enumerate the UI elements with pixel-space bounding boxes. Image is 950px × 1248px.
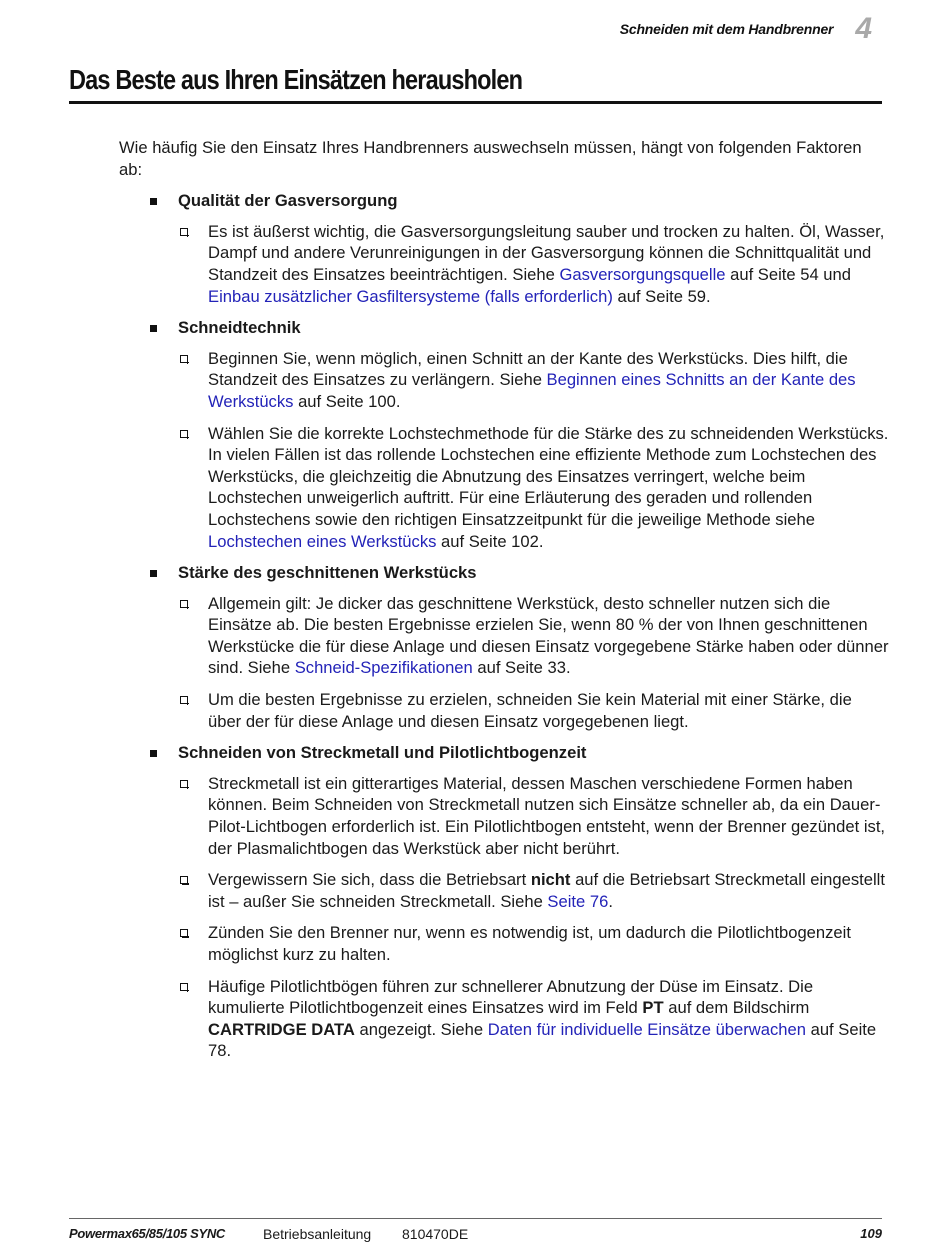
main-content — [119, 137, 889, 1072]
page-footer — [69, 1226, 882, 1246]
checkbox-bullet-icon — [180, 929, 188, 937]
section — [119, 742, 889, 1062]
checkbox-bullet-icon — [180, 600, 188, 608]
list-item — [178, 773, 889, 859]
square-bullet-icon — [150, 198, 157, 205]
item-text: Allgemein gilt: Je dicker das geschnittene Werkstück, desto schneller nutzen sich die Einsätze ab. Die besten Ergebnisse erzielen Sie, wenn 80 % der von Ihnen geschnittenen Werkstücke die für diese Anlage und diesen Einsatz vorgegebene Stärke haben oder dünner sind. Siehe — [208, 593, 889, 678]
item-text: Zünden Sie den Brenner nur, wenn es notwendig ist, um dadurch die Pilotlichtbogenzeit möglichst kurz zu halten. — [208, 923, 851, 964]
intro-paragraph: Wie häufig Sie den Einsatz Ihres Handbrenners auswechseln müssen, hängt von folgenden Faktoren ab: — [119, 138, 862, 179]
item-text: Um die besten Ergebnisse zu erzielen, schneiden Sie kein Material mit einer Stärke, die über der für diese Anlage und diesen Einsatz vorgegebenen liegt. — [208, 690, 852, 731]
item-text: auf die Betriebsart Streckmetall eingestellt ist – außer Sie schneiden Streckmetall. Siehe — [208, 870, 885, 911]
section — [119, 562, 889, 732]
cross-reference-link[interactable]: Beginnen eines Schnitts an der Kante des Werkstücks — [208, 370, 856, 411]
section — [119, 190, 889, 307]
footer-rule — [69, 1218, 882, 1219]
emphasis-text: PT — [642, 998, 664, 1018]
item-text: Beginnen Sie, wenn möglich, einen Schnitt an der Kante des Werkstücks. Dies hilft, die Standzeit des Einsatzes zu verlängern. Siehe — [208, 348, 848, 390]
checkbox-bullet-icon — [180, 228, 188, 236]
list-item — [178, 593, 889, 679]
item-text: auf dem Bildschirm — [663, 998, 810, 1018]
checkbox-bullet-icon — [180, 696, 188, 704]
list-item — [178, 689, 889, 732]
square-bullet-icon — [150, 750, 157, 757]
chapter-number: 4 — [855, 12, 872, 45]
list-item — [178, 922, 889, 965]
square-bullet-icon — [150, 325, 157, 332]
list-item — [178, 221, 889, 307]
checkbox-bullet-icon — [180, 876, 188, 884]
list-item — [178, 976, 889, 1062]
item-text: auf Seite 102. — [436, 531, 544, 551]
checkbox-bullet-icon — [180, 430, 188, 438]
checkbox-bullet-icon — [180, 983, 188, 991]
square-bullet-icon — [150, 570, 157, 577]
emphasis-text: nicht — [530, 870, 571, 890]
section-title: Schneiden von Streckmetall und Pilotlichtbogenzeit — [178, 743, 587, 763]
item-text: Häufige Pilotlichtbögen führen zur schnellerer Abnutzung der Düse im Einsatz. Die kumulierte Pilotlichtbogenzeit eines Einsatzes wird im Feld — [208, 976, 814, 1018]
checkbox-bullet-icon — [180, 355, 188, 363]
cross-reference-link[interactable]: Daten für individuelle Einsätze überwachen — [487, 1019, 806, 1039]
list-item — [178, 869, 889, 912]
running-head: Schneiden mit dem Handbrenner — [619, 21, 834, 37]
section-title: Schneidtechnik — [178, 318, 301, 338]
item-text: Vergewissern Sie sich, dass die Betriebsart — [208, 870, 531, 890]
emphasis-text: CARTRIDGE DATA — [208, 1019, 355, 1039]
section-list — [119, 190, 889, 1062]
item-text: angezeigt. Siehe — [354, 1019, 488, 1039]
item-text: auf Seite 33. — [472, 658, 571, 678]
footer-doc-type: Betriebsanleitung — [263, 1226, 372, 1242]
cross-reference-link[interactable]: Lochstechen eines Werkstücks — [208, 531, 437, 551]
list-item — [178, 423, 889, 553]
footer-doc-code: 810470DE — [402, 1226, 469, 1242]
footer-product: Powermax65/85/105 SYNC — [69, 1226, 225, 1241]
item-text: Wählen Sie die korrekte Lochstechmethode für die Stärke des zu schneidenden Werkstücks. In vielen Fällen ist das rollende Lochstechen eine effiziente Methode zum Lochstechen des Werkstücks, die gleichzeitig die Abnutzung des Einsatzes verringert, welche beim Lochstechen unweigerlich auftritt. Für eine Erläuterung des geraden und rollenden Lochstechens sowie den richtigen Einsatzzeitpunkt für die jeweilige Methode siehe — [208, 423, 889, 529]
section-title: Qualität der Gasversorgung — [178, 191, 398, 211]
list-item — [178, 348, 889, 413]
cross-reference-link[interactable]: Einbau zusätzlicher Gasfiltersysteme (falls erforderlich) — [208, 286, 613, 306]
cross-reference-link[interactable]: Seite 76 — [547, 891, 609, 911]
item-text: . — [608, 891, 613, 911]
cross-reference-link[interactable]: Schneid-Spezifikationen — [294, 658, 473, 678]
checkbox-bullet-icon — [180, 780, 188, 788]
title-rule — [69, 101, 882, 104]
section-title: Stärke des geschnittenen Werkstücks — [178, 563, 477, 583]
item-text: auf Seite 78. — [208, 1019, 877, 1061]
cross-reference-link[interactable]: Gasversorgungsquelle — [559, 264, 726, 284]
item-text: auf Seite 59. — [612, 286, 711, 306]
page-title: Das Beste aus Ihren Einsätzen herausholen — [69, 64, 523, 95]
page-header — [620, 14, 872, 44]
item-text: auf Seite 54 und — [725, 264, 851, 284]
item-text: Streckmetall ist ein gitterartiges Material, dessen Maschen verschiedene Formen haben können. Beim Schneiden von Streckmetall nutzen sich Einsätze schneller ab, da ein Dauer-Pilot-Lichtbogen erforderlich ist. Ein Pilotlichtbogen entsteht, wenn der Brenner gezündet ist, der Plasmalichtbogen das Werkstück aber nicht berührt. — [208, 773, 886, 858]
footer-page-number: 109 — [860, 1226, 882, 1241]
item-text: Es ist äußerst wichtig, die Gasversorgungsleitung sauber und trocken zu halten. Öl, Wasser, Dampf und andere Verunreinigungen in der Gasversorgung können die Schnittqualität und Standzeit des Einsatzes beeinträchtigen. Siehe — [208, 221, 885, 284]
item-text: auf Seite 100. — [293, 391, 401, 411]
section — [119, 317, 889, 552]
